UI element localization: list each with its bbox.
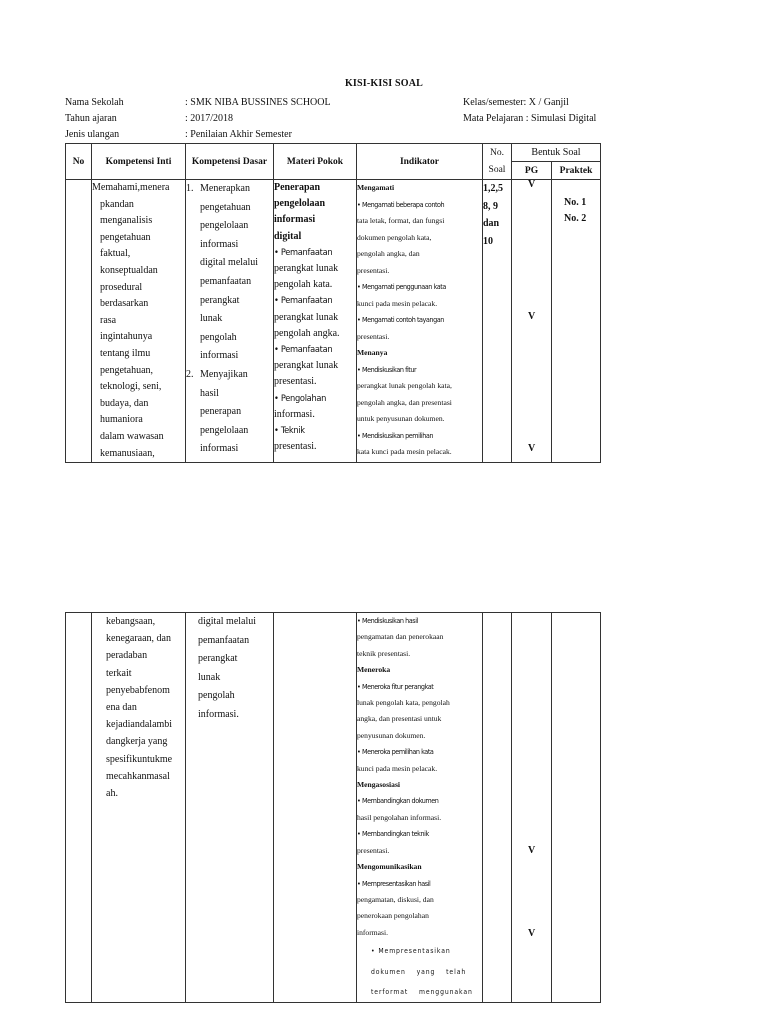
materi-line: pengolah kata. xyxy=(274,279,333,291)
ki-line: teknologi, seni, xyxy=(100,381,162,393)
meta-label: Jenis ulangan xyxy=(65,129,120,140)
meta-mapel: Mata Pelajaran : Simulasi Digital xyxy=(463,113,597,124)
ki-line: pengetahuan, xyxy=(100,364,154,376)
ki-line: budaya, dan xyxy=(100,397,149,409)
praktek-no: No. 1 xyxy=(564,197,587,208)
materi-line: digital xyxy=(274,230,302,242)
kd-line xyxy=(186,403,273,422)
indikator-line: untuk penyusunan dokumen. xyxy=(357,414,445,423)
cell-nosoal xyxy=(483,613,512,1003)
indikator-line: • Meneroka fitur perangkat xyxy=(357,681,434,691)
indikator-line: dokumen pengolah kata, xyxy=(357,232,432,242)
kd-number xyxy=(186,217,200,236)
indikator-line: • Mempresentasikan hasil xyxy=(357,878,431,888)
kd-number xyxy=(186,385,200,404)
indikator-line: presentasi. xyxy=(357,845,390,855)
kisi-table-page1 xyxy=(65,143,601,463)
materi-line: perangkat lunak xyxy=(274,263,339,275)
kd-line xyxy=(186,366,273,385)
header-ki: Kompetensi Inti xyxy=(92,144,186,180)
materi-line: informasi xyxy=(274,214,316,226)
kd-number xyxy=(186,347,200,366)
indikator-line: • Meneroka pemilihan kata xyxy=(357,747,434,757)
kd-text: penerapan xyxy=(200,406,242,418)
kd-line: lunak xyxy=(198,671,221,683)
indikator-line: • Mengamati beberapa contoh xyxy=(357,199,445,209)
indikator-line: terformat menggunakan xyxy=(371,988,473,997)
ki-line: menganalisis xyxy=(100,215,153,227)
pg-check-mark: V xyxy=(528,179,536,190)
materi-line: pengolah angka. xyxy=(274,327,340,339)
kd-text: pemanfaatan xyxy=(200,275,252,287)
kd-text: informasi xyxy=(200,443,239,455)
header-bentuk-soal: Bentuk Soal xyxy=(512,144,601,162)
kd-line xyxy=(186,422,273,441)
materi-line: perangkat lunak xyxy=(274,360,339,372)
indikator-line: • Mempresentasikan xyxy=(371,947,451,956)
kd-line xyxy=(186,329,273,348)
cell-materi xyxy=(274,180,357,463)
indikator-line: perangkat lunak pengolah kata, xyxy=(357,381,452,390)
indikator-line: pengamatan dan penerokaan xyxy=(357,632,444,642)
indikator-line: • Membandingkan teknik xyxy=(357,829,429,839)
pg-check-mark: V xyxy=(528,845,536,856)
materi-line: • Pemanfaatan xyxy=(274,246,333,258)
header-kd: Kompetensi Dasar xyxy=(186,144,274,180)
ki-line: spesifikuntukme xyxy=(106,753,173,765)
ki-line: terkait xyxy=(106,667,132,679)
materi-line: presentasi. xyxy=(274,441,317,453)
header-pg: PG xyxy=(512,162,552,180)
indikator-line: kunci pada mesin pelacak. xyxy=(357,763,438,773)
kd-line xyxy=(186,385,273,404)
cell-nosoal: 1,2,5 8, 9 dan 10 xyxy=(483,180,512,463)
indikator-line: informasi. xyxy=(357,927,389,937)
indikator-line: hasil pengolahan informasi. xyxy=(357,812,442,822)
indikator-line: presentasi. xyxy=(357,331,390,341)
kd-line xyxy=(186,180,273,199)
pg-check-mark: V xyxy=(528,928,536,939)
kd-number xyxy=(186,236,200,255)
cell-praktek xyxy=(552,613,601,1003)
cell-indikator xyxy=(357,613,483,1003)
header-materi: Materi Pokok xyxy=(274,144,357,180)
ki-line: peradaban xyxy=(106,650,148,662)
cell-ki xyxy=(92,613,186,1003)
kd-number xyxy=(186,403,200,422)
ki-line: pkandan xyxy=(100,198,134,210)
kd-text: pengetahuan xyxy=(200,201,251,213)
meta-labels xyxy=(65,95,124,143)
indikator-line: tata letak, format, dan fungsi xyxy=(357,216,445,225)
indikator-line: penerokaan pengolahan xyxy=(357,911,429,921)
indikator-line: kunci pada mesin pelacak. xyxy=(357,298,438,308)
indikator-heading: Mengomunikasikan xyxy=(357,862,422,872)
kd-line: informasi. xyxy=(198,708,239,720)
ki-line: mecahkanmasal xyxy=(106,770,170,782)
kd-line xyxy=(186,347,273,366)
ki-line: dangkerja yang xyxy=(106,736,168,748)
kd-text: pengelolaan xyxy=(200,424,249,436)
kd-number xyxy=(186,329,200,348)
kd-number xyxy=(186,422,200,441)
ki-line: prosedural xyxy=(100,281,143,293)
header-indikator: Indikator xyxy=(357,144,483,180)
header-nosoal: No. Soal xyxy=(483,144,512,180)
kd-text: informasi xyxy=(200,238,239,250)
indikator-line: presentasi. xyxy=(357,265,390,275)
indikator-line: dokumen yang telah xyxy=(371,968,467,977)
cell-kd xyxy=(186,180,274,463)
indikator-heading: Mengamati xyxy=(357,183,395,192)
kd-line xyxy=(186,217,273,236)
ki-line: berdasarkan xyxy=(100,298,149,310)
ki-line: faktual, xyxy=(100,248,131,260)
ki-line: Memahami,menera xyxy=(92,182,170,193)
kisi-table-page2 xyxy=(65,612,601,1003)
ki-line: kenegaraan, dan xyxy=(106,633,171,645)
kd-line: pengolah xyxy=(198,690,235,702)
ki-line: kebangsaan, xyxy=(106,616,156,627)
kd-text: pengelolaan xyxy=(200,220,249,232)
indikator-line: angka, dan presentasi untuk xyxy=(357,714,442,724)
indikator-heading: Menanya xyxy=(357,348,388,357)
meta-value: : SMK NIBA BUSSINES SCHOOL xyxy=(185,97,331,108)
meta-label: Tahun ajaran xyxy=(65,113,117,124)
materi-line: • Pemanfaatan xyxy=(274,295,333,307)
ki-line: ingintahunya xyxy=(100,331,153,343)
meta-value: : Penilaian Akhir Semester xyxy=(185,129,292,140)
indikator-line: • Mendiskusikan pemilihan xyxy=(357,430,434,440)
kd-number: 1. xyxy=(186,183,194,194)
kd-number xyxy=(186,310,200,329)
kd-text: lunak xyxy=(200,313,223,325)
indikator-line: • Mengamati penggunaan kata xyxy=(357,282,446,291)
kd-line xyxy=(186,273,273,292)
meta-label: Nama Sekolah xyxy=(65,97,124,108)
indikator-line: lunak pengolah kata, pengolah xyxy=(357,698,450,708)
ki-line: kemanusiaan, xyxy=(100,447,155,459)
indikator-line: • Mendiskusikan hasil xyxy=(357,616,418,625)
ki-line: penyebabfenom xyxy=(106,684,170,696)
indikator-line: pengolah angka, dan xyxy=(357,249,420,258)
meta-value: : 2017/2018 xyxy=(185,113,234,124)
meta-values xyxy=(185,95,331,143)
ki-line: ena dan xyxy=(106,702,137,714)
kd-line xyxy=(186,236,273,255)
header-praktek: Praktek xyxy=(552,162,601,180)
kd-line: pemanfaatan xyxy=(198,634,250,646)
ki-line: kejadiandalambi xyxy=(106,719,173,731)
header-no: No xyxy=(66,144,92,180)
indikator-heading: Mengasosiasi xyxy=(357,780,401,790)
cell-no xyxy=(66,613,92,1003)
materi-line: • Pemanfaatan xyxy=(274,344,333,356)
pg-check-mark: V xyxy=(528,443,536,454)
kd-line xyxy=(186,440,273,459)
kd-number xyxy=(186,273,200,292)
indikator-line: • Membandingkan dokumen xyxy=(357,796,439,806)
ki-line: pengetahuan xyxy=(100,231,151,243)
kd-text: pengolah xyxy=(200,331,237,343)
materi-line: pengelolaan xyxy=(274,198,326,210)
indikator-line: • Mendiskusikan fitur xyxy=(357,364,417,374)
indikator-line: teknik presentasi. xyxy=(357,648,411,658)
document-title: KISI-KISI SOAL xyxy=(344,78,424,89)
materi-line: • Pengolahan xyxy=(274,392,327,404)
cell-indikator xyxy=(357,180,483,463)
ki-line: dalam wawasan xyxy=(100,430,164,442)
kd-text: Menyajikan xyxy=(200,368,248,380)
pg-check-mark: V xyxy=(528,311,536,322)
kd-number xyxy=(186,292,200,311)
materi-line: perangkat lunak xyxy=(274,311,339,323)
kd-text: informasi xyxy=(200,350,239,362)
ki-line: rasa xyxy=(100,314,117,326)
kd-text: perangkat xyxy=(200,294,240,306)
indikator-line: pengamatan, diskusi, dan xyxy=(357,894,434,904)
ki-line: tentang ilmu xyxy=(100,347,151,359)
cell-kd xyxy=(186,613,274,1003)
indikator-line: pengolah angka, dan presentasi xyxy=(357,397,452,407)
ki-line: konseptualdan xyxy=(100,264,158,276)
kd-line: digital melalui xyxy=(198,616,257,627)
materi-line: • Teknik xyxy=(274,425,305,437)
kd-number xyxy=(186,199,200,218)
materi-line: Penerapan xyxy=(274,182,321,193)
kd-line xyxy=(186,310,273,329)
kd-line xyxy=(186,199,273,218)
cell-pg xyxy=(512,613,552,1003)
materi-line: presentasi. xyxy=(274,376,317,388)
materi-line: informasi. xyxy=(274,408,315,420)
kd-number xyxy=(186,440,200,459)
kd-number xyxy=(186,254,200,273)
cell-materi xyxy=(274,613,357,1003)
ki-line: humaniora xyxy=(100,414,143,426)
indikator-line: penyusunan dokumen. xyxy=(357,730,426,740)
praktek-no: No. 2 xyxy=(564,213,587,224)
kd-line: perangkat xyxy=(198,653,238,665)
kd-line xyxy=(186,292,273,311)
cell-ki xyxy=(92,180,186,463)
kd-number: 2. xyxy=(186,368,194,380)
kd-line xyxy=(186,254,273,273)
indikator-heading: Meneroka xyxy=(357,665,391,675)
meta-right xyxy=(463,95,596,127)
kd-text: Menerapkan xyxy=(200,183,250,194)
kd-text: digital melalui xyxy=(200,257,259,269)
ki-line: ah. xyxy=(106,788,118,800)
meta-kelas: Kelas/semester: X / Ganjil xyxy=(463,97,569,108)
indikator-line: • Mengamati contoh tayangan xyxy=(357,315,444,324)
cell-no xyxy=(66,180,92,463)
indikator-line: kata kunci pada mesin pelacak. xyxy=(357,447,452,456)
kd-text: hasil xyxy=(200,387,219,399)
